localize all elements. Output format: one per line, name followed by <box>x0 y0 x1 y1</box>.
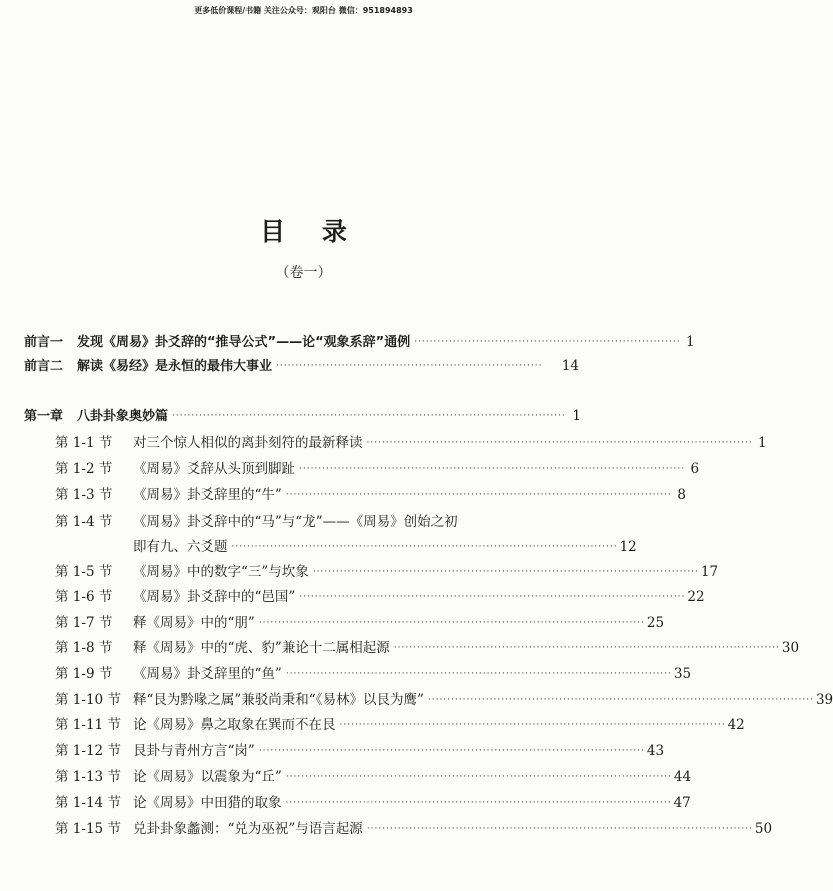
dot-leader: ···································································································· <box>258 746 645 756</box>
section-title: 艮卦与青州方言“岗” <box>133 743 255 759</box>
section-label: 第 1-1 节 <box>55 435 113 451</box>
section-label: 第 1-6 节 <box>55 589 113 605</box>
page-number: 1 <box>686 334 695 350</box>
page-number: 42 <box>727 717 745 733</box>
dot-leader: ······································································································ <box>172 411 566 421</box>
toc-section-6[interactable] <box>55 585 705 605</box>
preface-label: 前言二 <box>24 359 64 374</box>
toc-section-14[interactable] <box>55 791 691 811</box>
toc-section-8[interactable] <box>55 636 800 656</box>
toc-section-2[interactable] <box>55 457 700 477</box>
section-label: 第 1-7 节 <box>55 615 113 631</box>
dot-leader: ···································································································· <box>285 490 672 500</box>
page-number: 35 <box>673 666 692 682</box>
dot-leader: ···································································································· <box>427 695 814 705</box>
dot-leader: ···································································································· <box>299 592 686 602</box>
dot-leader: ···································································································· <box>366 438 753 448</box>
dot-leader: ···································································································· <box>285 798 672 808</box>
section-label: 第 1-5 节 <box>55 564 113 580</box>
page-number: 39 <box>815 692 833 708</box>
page-number: 14 <box>561 358 579 374</box>
section-title: 《周易》卦爻辞中的“马”与“龙”——《周易》创始之初 <box>133 514 458 530</box>
section-title: 《周易》中的数字“三”与坎象 <box>133 564 309 580</box>
section-title: 《周易》爻辞从头顶到脚趾 <box>133 461 295 477</box>
chapter-title: 八卦卦象奥妙篇 <box>77 409 169 424</box>
page-number: 30 <box>781 640 800 656</box>
section-title: 兑卦卦象蠡测：“兑为巫祝”与语言起源 <box>133 821 363 837</box>
section-label: 第 1-15 节 <box>55 821 121 837</box>
section-title: 对三个惊人相似的离卦刻符的最新释读 <box>133 435 363 451</box>
toc-section-3[interactable] <box>55 483 686 503</box>
page-number: 1 <box>758 435 767 451</box>
dot-leader: ···································································································· <box>366 824 753 834</box>
toc-preface-2[interactable] <box>24 354 579 374</box>
dot-leader: ···································································································· <box>312 567 699 577</box>
dot-leader: ···································································································· <box>299 464 686 474</box>
page-title: 目 录 <box>260 217 361 246</box>
page-number: 50 <box>754 821 773 837</box>
page-header: 更多低价课程/书籍 关注公众号：观阳台 微信：951894893 <box>194 6 413 15</box>
preface-title: 解读《易经》是永恒的最伟大事业 <box>77 359 273 374</box>
section-title: 释“艮为黔喙之属”兼驳尚秉和“《易林》以艮为鹰” <box>133 692 424 708</box>
section-title: 《周易》卦爻辞中的“邑国” <box>133 589 296 605</box>
section-label: 第 1-10 节 <box>55 692 121 708</box>
section-label: 第 1-12 节 <box>55 743 121 759</box>
section-title: 释《周易》中的“朋” <box>133 615 255 631</box>
dot-leader: ···································································································· <box>339 720 726 730</box>
page-number: 17 <box>700 564 719 580</box>
page-number: 25 <box>646 615 665 631</box>
section-title: 论《周易》以震象为“丘” <box>133 769 282 785</box>
page-number: 22 <box>687 589 705 605</box>
chapter-label: 第一章 <box>24 409 64 424</box>
toc-section-13[interactable] <box>55 765 692 785</box>
toc-section-15[interactable] <box>55 817 773 837</box>
page-number: 8 <box>677 487 686 503</box>
volume-label: （卷一） <box>275 265 332 281</box>
dot-leader: ···································································································· <box>285 669 672 679</box>
toc-section-5[interactable] <box>55 560 719 580</box>
section-label: 第 1-4 节 <box>55 514 113 530</box>
toc-section-1[interactable] <box>55 431 767 451</box>
section-label: 第 1-2 节 <box>55 461 113 477</box>
toc-preface-1[interactable] <box>24 330 695 350</box>
toc-chapter-1[interactable] <box>24 404 581 424</box>
section-title: 《周易》卦爻辞里的“牛” <box>133 487 282 503</box>
section-title: 《周易》卦爻辞里的“鱼” <box>133 666 282 682</box>
page-number: 6 <box>690 461 700 477</box>
toc-section-7[interactable] <box>55 611 665 631</box>
dot-leader: ···································································································· <box>393 643 780 653</box>
dot-leader: ···································································································· <box>258 618 645 628</box>
page-number: 47 <box>673 795 691 811</box>
section-label: 第 1-14 节 <box>55 795 121 811</box>
toc-section-4-continued[interactable] <box>133 535 637 555</box>
dot-leader: ····································································· <box>276 361 543 371</box>
section-label: 第 1-13 节 <box>55 769 121 785</box>
page-number: 44 <box>673 769 692 785</box>
toc-section-10[interactable] <box>55 688 833 708</box>
section-title: 释《周易》中的“虎、豹”兼论十二属相起源 <box>133 640 390 656</box>
page-number: 1 <box>572 408 581 424</box>
preface-label: 前言一 <box>24 335 64 350</box>
dot-leader: ····································································· <box>414 337 681 347</box>
section-label: 第 1-8 节 <box>55 640 113 656</box>
section-label: 第 1-9 节 <box>55 666 113 682</box>
dot-leader: ···································································································· <box>285 772 672 782</box>
toc-section-9[interactable] <box>55 662 692 682</box>
dot-leader: ···································································································· <box>231 542 618 552</box>
page-number: 12 <box>619 539 637 555</box>
section-label: 第 1-3 节 <box>55 487 113 503</box>
preface-title: 发现《周易》卦爻辞的“推导公式”——论“观象系辞”通例 <box>77 335 411 350</box>
toc-section-12[interactable] <box>55 739 665 759</box>
toc-section-4[interactable] <box>55 510 554 530</box>
section-title: 论《周易》中田猎的取象 <box>133 795 282 811</box>
section-label: 第 1-11 节 <box>55 717 121 733</box>
section-title: 论《周易》鼻之取象在巽而不在艮 <box>133 717 336 733</box>
section-title-continued: 即有九、六爻题 <box>133 539 228 555</box>
toc-section-11[interactable] <box>55 713 745 733</box>
page-number: 43 <box>646 743 665 759</box>
